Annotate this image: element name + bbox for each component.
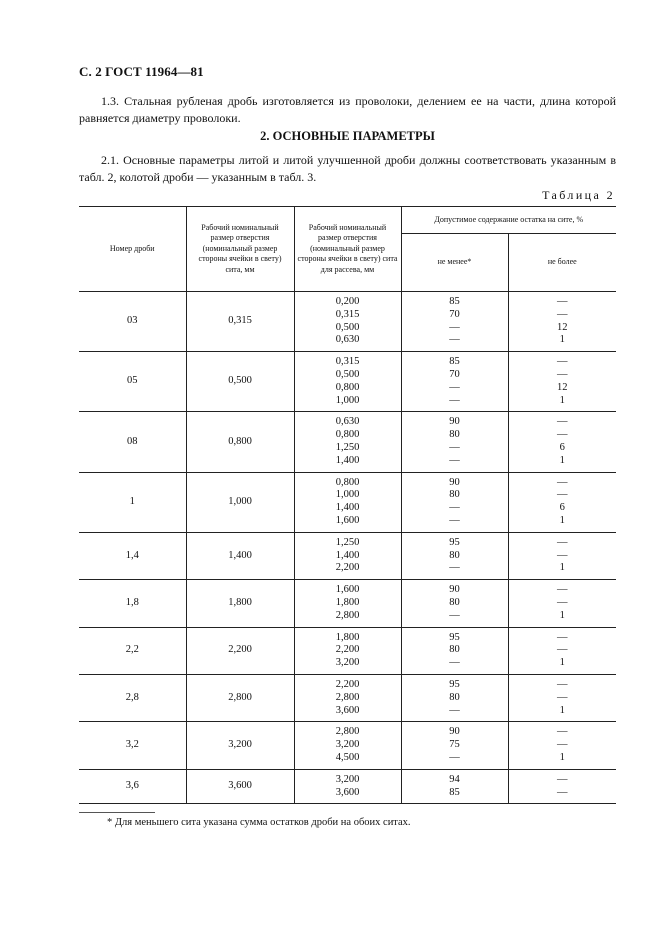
cell-min-value: — bbox=[449, 502, 460, 514]
parameters-table bbox=[79, 206, 616, 804]
cell-number: 3,6 bbox=[79, 769, 186, 804]
cell-working-size: 1,800 bbox=[186, 580, 294, 627]
cell-sieves-value: 3,200 bbox=[335, 657, 360, 669]
cell-sieves-value: 1,800 bbox=[335, 631, 360, 643]
cell-min-value: 80 bbox=[449, 549, 460, 561]
table-row bbox=[79, 674, 616, 721]
cell-min-value: 85 bbox=[449, 356, 460, 368]
cell-max bbox=[508, 627, 616, 674]
cell-sieves bbox=[294, 532, 401, 579]
cell-working-size: 3,600 bbox=[186, 769, 294, 804]
cell-min bbox=[401, 627, 508, 674]
cell-sieves-value: 1,400 bbox=[335, 502, 360, 514]
cell-sieves bbox=[294, 472, 401, 532]
cell-min-value: 80 bbox=[449, 489, 460, 501]
cell-min-value: — bbox=[449, 609, 460, 621]
cell-number: 3,2 bbox=[79, 722, 186, 769]
cell-min-value: 90 bbox=[449, 584, 460, 596]
cell-sieves bbox=[294, 292, 401, 352]
cell-max-value: — bbox=[557, 739, 568, 751]
paragraph-1-3: 1.3. Стальная рубленая дробь изготовляется из проволоки, делением ее на части, длина которой равняется диаметру проволоки. bbox=[79, 94, 616, 125]
cell-sieves-value: 2,800 bbox=[335, 609, 360, 621]
cell-min-value: 95 bbox=[449, 631, 460, 643]
cell-min-value: — bbox=[449, 751, 460, 763]
cell-max-value: — bbox=[557, 549, 568, 561]
cell-sieves bbox=[294, 580, 401, 627]
cell-sieves-value: 1,400 bbox=[335, 549, 360, 561]
cell-min bbox=[401, 352, 508, 412]
cell-max-value: 1 bbox=[559, 334, 565, 346]
cell-min bbox=[401, 580, 508, 627]
cell-min-value: — bbox=[449, 321, 460, 333]
cell-min bbox=[401, 722, 508, 769]
cell-max bbox=[508, 674, 616, 721]
table-row bbox=[79, 412, 616, 472]
cell-max-value: — bbox=[557, 476, 568, 488]
cell-number: 2,8 bbox=[79, 674, 186, 721]
cell-min-value: 95 bbox=[449, 536, 460, 548]
cell-max-value: 1 bbox=[559, 657, 565, 669]
table-body bbox=[79, 292, 616, 804]
cell-max-value: — bbox=[557, 489, 568, 501]
cell-max-value: — bbox=[557, 773, 568, 785]
cell-min-value: 80 bbox=[449, 429, 460, 441]
cell-sieves-value: 0,315 bbox=[335, 356, 360, 368]
header-max: не более bbox=[508, 234, 616, 292]
cell-sieves-value: 0,630 bbox=[335, 416, 360, 428]
cell-sieves bbox=[294, 627, 401, 674]
cell-sieves-value: 0,500 bbox=[335, 368, 360, 380]
cell-sieves-value: 4,500 bbox=[335, 751, 360, 763]
cell-working-size: 0,315 bbox=[186, 292, 294, 352]
cell-number: 05 bbox=[79, 352, 186, 412]
cell-number: 2,2 bbox=[79, 627, 186, 674]
cell-working-size: 1,400 bbox=[186, 532, 294, 579]
cell-sieves-value: 2,200 bbox=[335, 678, 360, 690]
cell-min-value: — bbox=[449, 704, 460, 716]
cell-max-value: 1 bbox=[559, 562, 565, 574]
table-row bbox=[79, 532, 616, 579]
cell-min-value: 95 bbox=[449, 678, 460, 690]
table-row bbox=[79, 352, 616, 412]
cell-sieves-value: 0,630 bbox=[335, 334, 360, 346]
paragraph-2-1: 2.1. Основные параметры литой и литой улучшенной дроби должны соответствовать указанным в табл. 2, колотой дроби — указанным в табл. 3. bbox=[79, 153, 616, 184]
cell-max-value: — bbox=[557, 429, 568, 441]
cell-working-size: 3,200 bbox=[186, 722, 294, 769]
cell-max-value: — bbox=[557, 691, 568, 703]
cell-sieves-value: 1,250 bbox=[335, 441, 360, 453]
cell-max bbox=[508, 769, 616, 804]
cell-min-value: 80 bbox=[449, 644, 460, 656]
cell-min bbox=[401, 532, 508, 579]
cell-min-value: 90 bbox=[449, 726, 460, 738]
cell-max-value: 6 bbox=[559, 502, 565, 514]
cell-sieves bbox=[294, 412, 401, 472]
cell-working-size: 2,800 bbox=[186, 674, 294, 721]
cell-max-value: 1 bbox=[559, 394, 565, 406]
header-number: Номер дроби bbox=[79, 207, 186, 292]
header-working-size: Рабочий номинальный размер отверстия (номинальный размер стороны ячейки в свету) сита, мм bbox=[186, 207, 294, 292]
cell-sieves-value: 1,250 bbox=[335, 536, 360, 548]
table-row bbox=[79, 472, 616, 532]
cell-max-value: — bbox=[557, 786, 568, 798]
cell-sieves-value: 0,800 bbox=[335, 429, 360, 441]
cell-sieves-value: 0,315 bbox=[335, 308, 360, 320]
cell-max bbox=[508, 532, 616, 579]
cell-max-value: 1 bbox=[559, 609, 565, 621]
cell-min-value: 80 bbox=[449, 691, 460, 703]
footnote-rule bbox=[79, 812, 155, 813]
cell-sieves bbox=[294, 352, 401, 412]
cell-sieves-value: 3,200 bbox=[335, 773, 360, 785]
cell-min-value: — bbox=[449, 381, 460, 393]
cell-number: 1 bbox=[79, 472, 186, 532]
cell-max-value: — bbox=[557, 596, 568, 608]
cell-max-value: — bbox=[557, 644, 568, 656]
cell-sieves bbox=[294, 769, 401, 804]
cell-min bbox=[401, 674, 508, 721]
cell-max-value: — bbox=[557, 584, 568, 596]
cell-max-value: — bbox=[557, 631, 568, 643]
cell-max-value: — bbox=[557, 368, 568, 380]
cell-min-value: 85 bbox=[449, 296, 460, 307]
section-title: 2. ОСНОВНЫЕ ПАРАМЕТРЫ bbox=[260, 129, 435, 143]
cell-max-value: 1 bbox=[559, 514, 565, 526]
cell-min-value: — bbox=[449, 441, 460, 453]
cell-max-value: — bbox=[557, 296, 568, 307]
cell-max-value: — bbox=[557, 308, 568, 320]
cell-sieves-value: 2,800 bbox=[335, 691, 360, 703]
cell-number: 08 bbox=[79, 412, 186, 472]
cell-sieves-value: 0,200 bbox=[335, 296, 360, 307]
cell-max bbox=[508, 580, 616, 627]
cell-min-value: — bbox=[449, 394, 460, 406]
cell-min-value: — bbox=[449, 334, 460, 346]
cell-min-value: 70 bbox=[449, 308, 460, 320]
cell-max-value: — bbox=[557, 356, 568, 368]
table-row bbox=[79, 627, 616, 674]
cell-max-value: 1 bbox=[559, 704, 565, 716]
cell-sieves-value: 2,200 bbox=[335, 644, 360, 656]
cell-max-value: — bbox=[557, 416, 568, 428]
cell-sieves-value: 0,800 bbox=[335, 381, 360, 393]
cell-min-value: — bbox=[449, 454, 460, 466]
table-row bbox=[79, 292, 616, 352]
cell-sieves-value: 0,500 bbox=[335, 321, 360, 333]
cell-number: 1,4 bbox=[79, 532, 186, 579]
cell-number: 1,8 bbox=[79, 580, 186, 627]
cell-sieves-value: 3,600 bbox=[335, 704, 360, 716]
cell-min bbox=[401, 472, 508, 532]
cell-max-value: 1 bbox=[559, 751, 565, 763]
cell-min-value: 80 bbox=[449, 596, 460, 608]
cell-max bbox=[508, 412, 616, 472]
cell-min-value: 85 bbox=[449, 786, 460, 798]
cell-working-size: 0,800 bbox=[186, 412, 294, 472]
cell-max-value: 1 bbox=[559, 454, 565, 466]
cell-min-value: — bbox=[449, 562, 460, 574]
cell-sieves-value: 1,600 bbox=[335, 584, 360, 596]
table-caption: Таблица 2 bbox=[542, 188, 615, 202]
cell-sieves-value: 1,800 bbox=[335, 596, 360, 608]
cell-min bbox=[401, 412, 508, 472]
cell-min-value: 90 bbox=[449, 416, 460, 428]
cell-sieves-value: 3,600 bbox=[335, 786, 360, 798]
cell-max bbox=[508, 472, 616, 532]
cell-min-value: 75 bbox=[449, 739, 460, 751]
cell-sieves-value: 1,000 bbox=[335, 394, 360, 406]
cell-sieves-value: 2,200 bbox=[335, 562, 360, 574]
cell-sieves bbox=[294, 674, 401, 721]
cell-number: 03 bbox=[79, 292, 186, 352]
cell-min-value: — bbox=[449, 514, 460, 526]
cell-sieves bbox=[294, 722, 401, 769]
cell-sieves-value: 1,600 bbox=[335, 514, 360, 526]
cell-max-value: — bbox=[557, 536, 568, 548]
cell-min-value: 90 bbox=[449, 476, 460, 488]
header-min: не менее* bbox=[401, 234, 508, 292]
header-sieve-size: Рабочий номинальный размер отверстия (номинальный размер стороны ячейки в свету) сита для рассева, мм bbox=[294, 207, 401, 292]
cell-max-value: 12 bbox=[557, 381, 568, 393]
table-row bbox=[79, 722, 616, 769]
page-header: С. 2 ГОСТ 11964—81 bbox=[79, 64, 204, 79]
footnote: * Для меньшего сита указана сумма остатков дроби на обоих ситах. bbox=[107, 817, 411, 828]
header-residue: Допустимое содержание остатка на сите, % bbox=[401, 207, 616, 234]
table-row bbox=[79, 580, 616, 627]
cell-working-size: 1,000 bbox=[186, 472, 294, 532]
cell-max bbox=[508, 292, 616, 352]
cell-min bbox=[401, 769, 508, 804]
table-row bbox=[79, 769, 616, 804]
cell-max-value: 6 bbox=[559, 441, 565, 453]
cell-max bbox=[508, 352, 616, 412]
cell-sieves-value: 3,200 bbox=[335, 739, 360, 751]
cell-max bbox=[508, 722, 616, 769]
cell-max-value: — bbox=[557, 678, 568, 690]
cell-sieves-value: 0,800 bbox=[335, 476, 360, 488]
cell-min-value: 94 bbox=[449, 773, 460, 785]
cell-sieves-value: 2,800 bbox=[335, 726, 360, 738]
cell-sieves-value: 1,400 bbox=[335, 454, 360, 466]
cell-min-value: — bbox=[449, 657, 460, 669]
cell-sieves-value: 1,000 bbox=[335, 489, 360, 501]
cell-min-value: 70 bbox=[449, 368, 460, 380]
cell-working-size: 2,200 bbox=[186, 627, 294, 674]
cell-max-value: 12 bbox=[557, 321, 568, 333]
cell-working-size: 0,500 bbox=[186, 352, 294, 412]
cell-min bbox=[401, 292, 508, 352]
cell-max-value: — bbox=[557, 726, 568, 738]
